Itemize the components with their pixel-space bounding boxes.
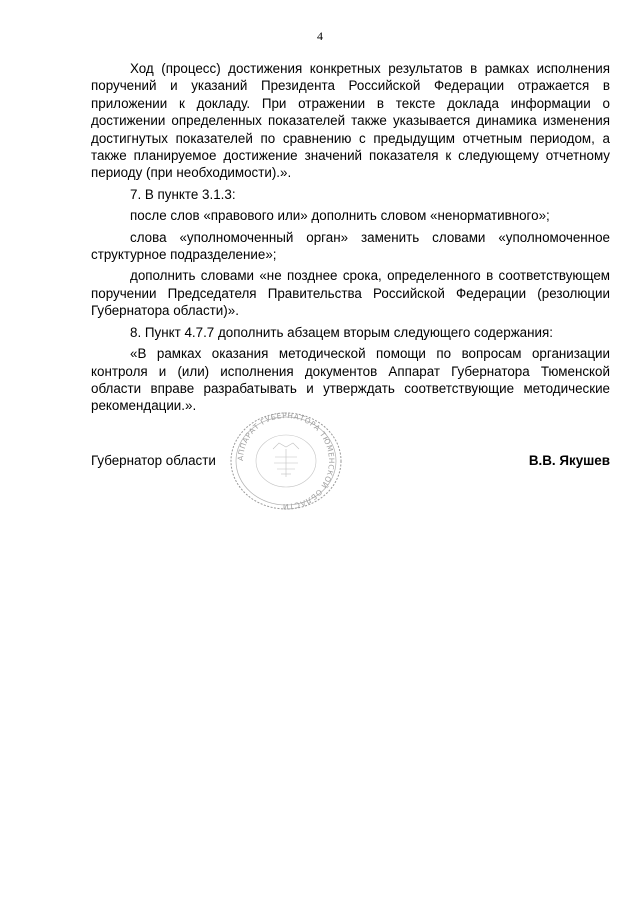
signatory-name: В.В. Якушев xyxy=(528,453,610,468)
paragraph-item-7: 7. В пункте 3.1.3: xyxy=(130,186,236,202)
paragraph-add-words: дополнить словами «не позднее срока, определенного в соответствующем поручении Председателя Правительства Российской Федерации (резолюции Губернатора области)». xyxy=(91,268,610,319)
signature-block xyxy=(91,452,610,474)
paragraph-after-words: после слов «правового или» дополнить словом «ненормативного»; xyxy=(130,208,550,224)
paragraph-item-8: 8. Пункт 4.7.7 дополнить абзацем вторым следующего содержания: xyxy=(130,324,553,340)
paragraph-new-text: «В рамках оказания методической помощи по вопросам организации контроля и (или) исполнения документов Аппарат Губернатора Тюменской области вправе разрабатывать и утверждать соответствующие методические рекомендации.». xyxy=(91,346,610,414)
signatory-position: Губернатор области xyxy=(91,453,216,468)
document-body xyxy=(91,60,610,415)
paragraph-progress: Ход (процесс) достижения конкретных результатов в рамках исполнения поручений и указаний Президента Российской Федерации отражается в приложении к докладу. При отражении в тексте доклада информации о достижении определенных показателей также указывается динамика изменения достигнутых показателей по сравнению с предыдущим отчетным периодом, а также планируемое достижение значений показателя к следующему отчетному периоду (при необходимости).». xyxy=(91,61,610,181)
page-number: 4 xyxy=(317,29,323,43)
seal-ring-text: АППАРАТ ГУБЕРНАТОРА ТЮМЕНСКОЙ ОБЛАСТИ xyxy=(235,411,337,511)
paragraph-replace-words: слова «уполномоченный орган» заменить словами «уполномоченное структурное подразделение»; xyxy=(91,229,610,263)
